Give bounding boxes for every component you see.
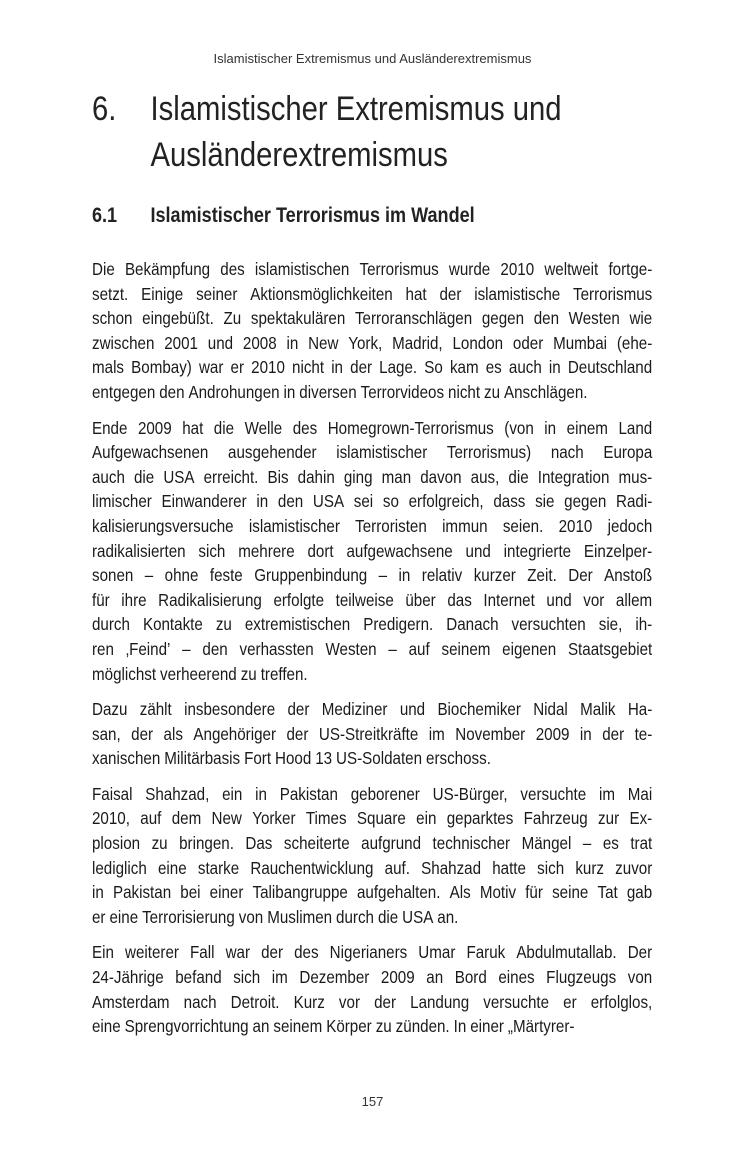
text-line: für ihre Radikalisierung erfolgte teilweise über das Internet und vor allem	[92, 589, 653, 610]
text-line: Amsterdam nach Detroit. Kurz vor der Landung versuchte er erfolglos,	[92, 991, 653, 1012]
text-line: in Pakistan bei einer Talibangruppe aufgehalten. Als Motiv für seine Tat gab	[92, 882, 653, 903]
text-line: limischer Einwanderer in den USA sei so erfolgreich, dass sie gegen Radi-	[92, 491, 653, 512]
text-line: möglichst verheerend zu treffen.	[92, 663, 308, 684]
chapter-heading	[92, 86, 591, 178]
text-line: zwischen 2001 und 2008 in New York, Madrid, London oder Mumbai (ehe-	[92, 332, 653, 353]
text-line: plosion zu bringen. Das scheiterte aufgrund technischer Mängel – es trat	[92, 833, 653, 854]
text-line: sonen – ohne feste Gruppenbindung – in relativ kurzer Zeit. Der Anstoß	[92, 565, 653, 586]
text-line: entgegen den Androhungen in diversen Terrorvideos nicht zu Anschlägen.	[92, 381, 588, 402]
text-line: san, der als Angehöriger der US-Streitkräfte im November 2009 in der te-	[92, 723, 653, 744]
text-line: er eine Terrorisierung von Muslimen durch die USA an.	[92, 906, 459, 927]
text-line: durch Kontakte zu extremistischen Predigern. Danach versuchten sie, ih-	[92, 614, 653, 635]
text-line: setzt. Einige seiner Aktionsmöglichkeiten hat der islamistische Terrorismus	[92, 283, 653, 304]
paragraph	[92, 257, 652, 405]
text-line: schon eingebüßt. Zu spektakulären Terroranschlägen gegen den Westen wie	[92, 308, 653, 329]
chapter-title	[150, 86, 590, 178]
paragraph	[92, 416, 652, 687]
text-line: Aufgewachsenen ausgehender islamistischer Terrorismus) nach Europa	[92, 442, 653, 463]
page-number: 157	[361, 1094, 384, 1109]
text-line: Ende 2009 hat die Welle des Homegrown-Terrorismus (von in einem Land	[92, 417, 653, 438]
text-line: xanischen Militärbasis Fort Hood 13 US-Soldaten erschoss.	[92, 748, 491, 769]
text-line: 2010, auf dem New Yorker Times Square ein geparktes Fahrzeug zur Ex-	[92, 808, 653, 829]
paragraph	[92, 782, 652, 930]
text-line: auch die USA erreicht. Bis dahin ging man davon aus, die Integration mus-	[92, 466, 653, 487]
text-line: Dazu zählt insbesondere der Mediziner und Biochemiker Nidal Malik Ha-	[92, 699, 653, 720]
chapter-number: 6.	[92, 90, 117, 128]
text-line: kalisierungsversuche islamistischer Terroristen immun seien. 2010 jedoch	[92, 515, 653, 536]
chapter-title-line-1: Islamistischer Extremismus und	[150, 90, 562, 128]
body-text	[92, 257, 652, 1050]
paragraph	[92, 940, 652, 1038]
chapter-title-line-2: Ausländerextremismus	[150, 136, 448, 174]
text-line: mals Bombay) war er 2010 nicht in der Lage. So kam es auch in Deutschland	[92, 357, 653, 378]
text-line: Ein weiterer Fall war der des Nigerianers Umar Faruk Abdulmutallab. Der	[92, 942, 653, 963]
section-title: Islamistischer Terrorismus im Wandel	[150, 204, 475, 227]
text-line: Faisal Shahzad, ein in Pakistan geborener US-Bürger, versuchte im Mai	[92, 783, 653, 804]
text-line: eine Sprengvorrichtung an seinem Körper zu zünden. In einer „Märtyrer-	[92, 1016, 575, 1037]
section-heading	[92, 202, 475, 230]
text-line: Die Bekämpfung des islamistischen Terrorismus wurde 2010 weltweit fortge-	[92, 259, 653, 279]
text-line: ren ‚Feind’ – den verhassten Westen – auf seinem eigenen Staatsgebiet	[92, 638, 653, 659]
text-line: radikalisierten sich mehrere dort aufgewachsene und integrierte Einzelper-	[92, 540, 653, 561]
section-number: 6.1	[92, 204, 118, 227]
text-line: 24-Jährige befand sich im Dezember 2009 an Bord eines Flugzeugs von	[92, 967, 653, 988]
running-header: Islamistischer Extremismus und Ausländerextremismus	[213, 51, 532, 66]
paragraph	[92, 697, 652, 771]
text-line: lediglich eine starke Rauchentwicklung auf. Shahzad hatte sich kurz zuvor	[92, 857, 653, 878]
